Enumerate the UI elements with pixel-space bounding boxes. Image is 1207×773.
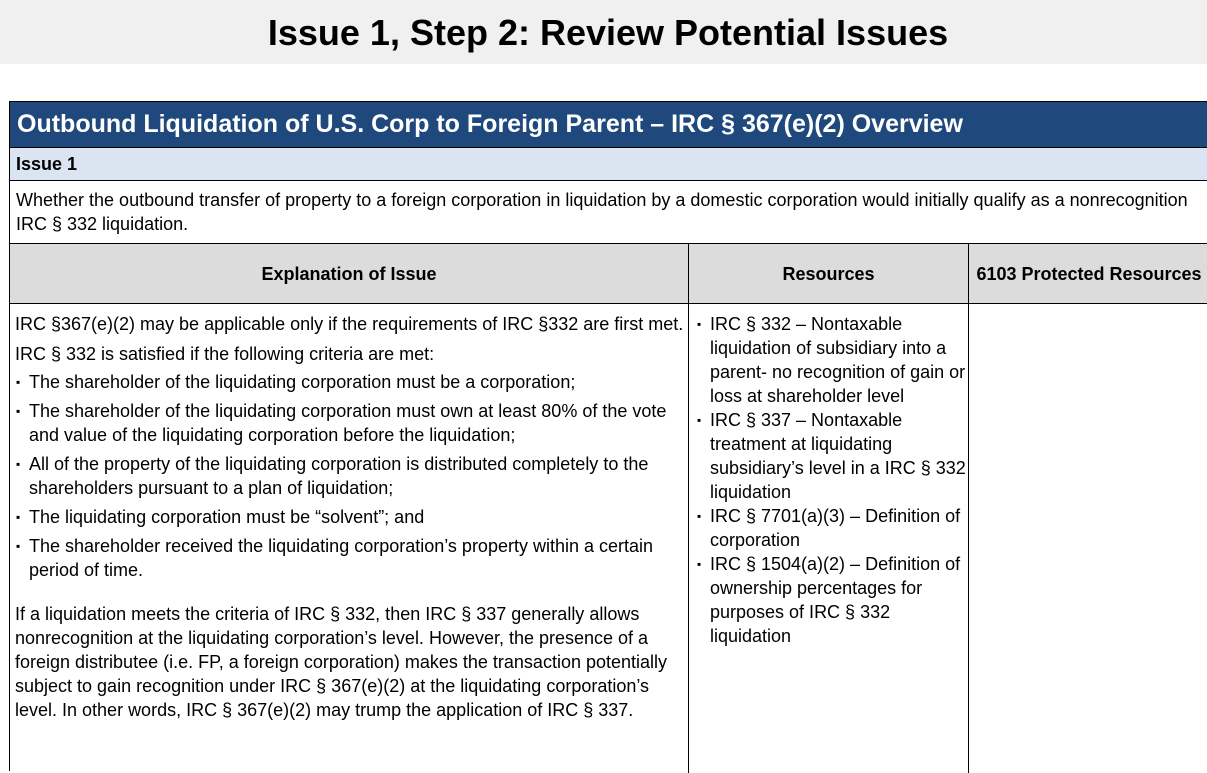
explanation-cell bbox=[10, 304, 688, 722]
resource-text: IRC § 332 – Nontaxable liquidation of subsidiary into a parent- no recognition of gain or loss at shareholder level bbox=[710, 314, 966, 406]
bullet-icon: ▪ bbox=[16, 375, 21, 389]
criteria-item bbox=[15, 452, 688, 500]
bullet-icon: ▪ bbox=[16, 539, 21, 553]
bullet-icon: ▪ bbox=[16, 404, 21, 418]
issue-statement: Whether the outbound transfer of property to a foreign corporation in liquidation by a domestic corporation would initially qualify as a nonrecognition IRC § 332 liquidation. bbox=[16, 190, 1188, 234]
header-protected-label: 6103 Protected Resources bbox=[976, 263, 1202, 284]
column-divider-1 bbox=[688, 243, 689, 773]
criteria-text: The shareholder received the liquidating corporation’s property within a certain period of time. bbox=[29, 536, 654, 580]
resources-cell bbox=[690, 304, 966, 648]
overview-title: Outbound Liquidation of U.S. Corp to Foreign Parent – IRC § 367(e)(2) Overview bbox=[10, 102, 1207, 147]
criteria-text: The shareholder of the liquidating corporation must own at least 80% of the vote and value of the liquidating corporation before the liquidation; bbox=[29, 401, 667, 445]
resource-text: IRC § 7701(a)(3) – Definition of corporation bbox=[710, 506, 961, 550]
bullet-icon: ▪ bbox=[697, 509, 702, 523]
criteria-item bbox=[15, 399, 688, 447]
page-title: Issue 1, Step 2: Review Potential Issues bbox=[267, 12, 949, 53]
criteria-item bbox=[15, 505, 688, 529]
header-protected-resources bbox=[969, 244, 1207, 303]
criteria-intro: IRC § 332 is satisfied if the following criteria are met: bbox=[15, 344, 435, 364]
criteria-item bbox=[15, 370, 688, 394]
resource-item bbox=[696, 504, 966, 552]
bullet-icon: ▪ bbox=[16, 457, 21, 471]
criteria-text: The shareholder of the liquidating corporation must be a corporation; bbox=[29, 372, 576, 392]
resource-item bbox=[696, 552, 966, 648]
criteria-list bbox=[15, 370, 688, 582]
issue-table bbox=[9, 101, 1207, 771]
resource-item bbox=[696, 408, 966, 504]
criteria-text: All of the property of the liquidating corporation is distributed completely to the shareholders pursuant to a plan of liquidation; bbox=[29, 454, 649, 498]
bullet-icon: ▪ bbox=[16, 510, 21, 524]
explanation-conclusion: If a liquidation meets the criteria of IRC § 332, then IRC § 337 generally allows nonrecognition at the liquidating corporation’s level. However, the presence of a foreign distributee (i.e. FP, a foreign corporation) makes the transaction potentially subject to gain recognition under IRC § 367(e)(2) at the liquidating corporation’s level. In other words, IRC § 367(e)(2) may trump the application of IRC § 337. bbox=[15, 604, 668, 720]
resource-text: IRC § 1504(a)(2) – Definition of ownership percentages for purposes of IRC § 332 liquidation bbox=[710, 554, 961, 646]
criteria-item bbox=[15, 534, 688, 582]
criteria-text: The liquidating corporation must be “solvent”; and bbox=[29, 507, 425, 527]
explanation-intro: IRC §367(e)(2) may be applicable only if the requirements of IRC §332 are first met. bbox=[15, 314, 684, 334]
header-resources: Resources bbox=[782, 263, 875, 284]
resource-text: IRC § 337 – Nontaxable treatment at liquidating subsidiary’s level in a IRC § 332 liquidation bbox=[710, 410, 966, 502]
column-divider-2 bbox=[968, 243, 969, 773]
bullet-icon: ▪ bbox=[697, 413, 702, 427]
resources-list bbox=[696, 312, 966, 648]
bullet-icon: ▪ bbox=[697, 317, 702, 331]
header-explanation: Explanation of Issue bbox=[261, 263, 437, 284]
issue-label: Issue 1 bbox=[10, 147, 1207, 181]
bullet-icon: ▪ bbox=[697, 557, 702, 571]
resource-item bbox=[696, 312, 966, 408]
column-header-row bbox=[10, 243, 1207, 304]
